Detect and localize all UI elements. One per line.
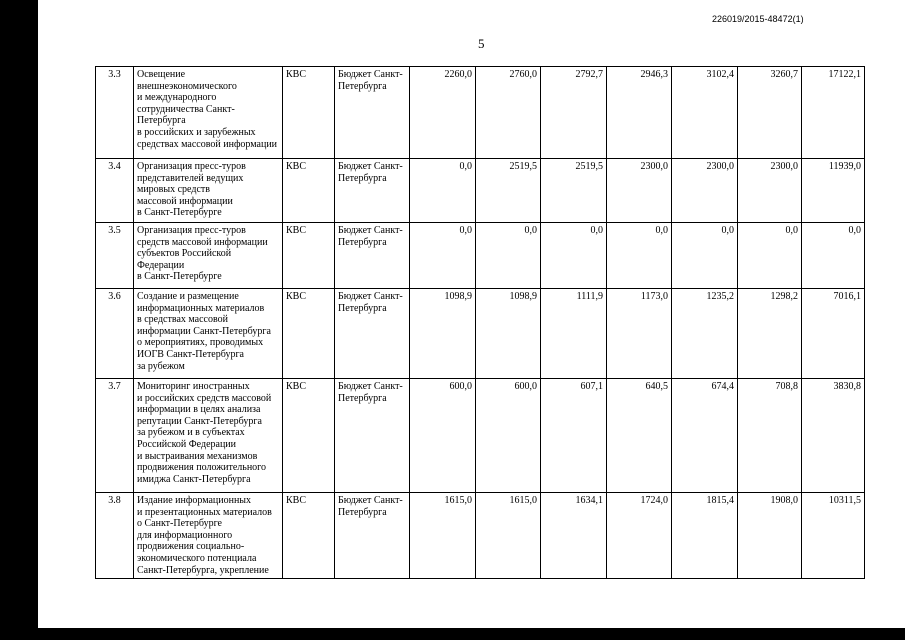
code-cell: КВС (283, 379, 335, 493)
year-value-cell: 2300,0 (672, 159, 738, 223)
row-number-cell: 3.8 (96, 493, 134, 579)
total-value-cell: 17122,1 (802, 67, 865, 159)
year-value-cell: 0,0 (541, 223, 607, 289)
activity-name-cell: Создание и размещение информационных материалов в средствах массовой информации Санкт-Петербурга о мероприятиях, проводимых ИОГВ Санкт-Петербурга за рубежом (134, 289, 283, 379)
table-row (96, 67, 865, 159)
year-value-cell: 0,0 (738, 223, 802, 289)
funding-source-cell: Бюджет Санкт- Петербурга (335, 289, 410, 379)
year-value-cell: 0,0 (607, 223, 672, 289)
code-cell: КВС (283, 223, 335, 289)
year-value-cell: 2760,0 (476, 67, 541, 159)
row-number-cell: 3.7 (96, 379, 134, 493)
table-row (96, 223, 865, 289)
year-value-cell: 2946,3 (607, 67, 672, 159)
total-value-cell: 11939,0 (802, 159, 865, 223)
year-value-cell: 640,5 (607, 379, 672, 493)
year-value-cell: 708,8 (738, 379, 802, 493)
year-value-cell: 2792,7 (541, 67, 607, 159)
year-value-cell: 1111,9 (541, 289, 607, 379)
year-value-cell: 2519,5 (476, 159, 541, 223)
year-value-cell: 1815,4 (672, 493, 738, 579)
total-value-cell: 3830,8 (802, 379, 865, 493)
activity-name-cell: Издание информационных и презентационных материалов о Санкт-Петербурге для информационного продвижения социально- экономического потенциала Санкт-Петербурга, укрепление (134, 493, 283, 579)
table-row (96, 493, 865, 579)
table-row (96, 289, 865, 379)
scan-bottom-edge (38, 628, 905, 640)
row-number-cell: 3.4 (96, 159, 134, 223)
year-value-cell: 607,1 (541, 379, 607, 493)
funding-source-cell: Бюджет Санкт- Петербурга (335, 159, 410, 223)
year-value-cell: 1173,0 (607, 289, 672, 379)
row-number-cell: 3.3 (96, 67, 134, 159)
year-value-cell: 0,0 (410, 223, 476, 289)
code-cell: КВС (283, 67, 335, 159)
row-number-cell: 3.5 (96, 223, 134, 289)
year-value-cell: 0,0 (410, 159, 476, 223)
code-cell: КВС (283, 493, 335, 579)
year-value-cell: 2519,5 (541, 159, 607, 223)
year-value-cell: 600,0 (410, 379, 476, 493)
year-value-cell: 1098,9 (410, 289, 476, 379)
code-cell: КВС (283, 159, 335, 223)
total-value-cell: 7016,1 (802, 289, 865, 379)
year-value-cell: 0,0 (672, 223, 738, 289)
document-id: 226019/2015-48472(1) (712, 14, 804, 24)
funding-source-cell: Бюджет Санкт- Петербурга (335, 379, 410, 493)
year-value-cell: 674,4 (672, 379, 738, 493)
code-cell: КВС (283, 289, 335, 379)
year-value-cell: 1098,9 (476, 289, 541, 379)
year-value-cell: 1634,1 (541, 493, 607, 579)
activity-name-cell: Организация пресс-туров представителей ведущих мировых средств массовой информации в Санкт-Петербурге (134, 159, 283, 223)
activity-name-cell: Организация пресс-туров средств массовой информации субъектов Российской Федерации в Санкт-Петербурге (134, 223, 283, 289)
total-value-cell: 10311,5 (802, 493, 865, 579)
year-value-cell: 600,0 (476, 379, 541, 493)
table-row (96, 159, 865, 223)
row-number-cell: 3.6 (96, 289, 134, 379)
year-value-cell: 2260,0 (410, 67, 476, 159)
year-value-cell: 2300,0 (738, 159, 802, 223)
year-value-cell: 1908,0 (738, 493, 802, 579)
year-value-cell: 0,0 (476, 223, 541, 289)
year-value-cell: 3102,4 (672, 67, 738, 159)
funding-source-cell: Бюджет Санкт- Петербурга (335, 223, 410, 289)
page-number: 5 (478, 36, 485, 51)
budget-table (95, 66, 865, 579)
activity-name-cell: Мониторинг иностранных и российских средств массовой информации в целях анализа репутации Санкт-Петербурга за рубежом и в субъектах Российской Федерации и выстраивания механизмов продвижения положительного имиджа Санкт-Петербурга (134, 379, 283, 493)
activity-name-cell: Освещение внешнеэкономического и международного сотрудничества Санкт- Петербурга в российских и зарубежных средствах массовой информации (134, 67, 283, 159)
year-value-cell: 1724,0 (607, 493, 672, 579)
year-value-cell: 1615,0 (410, 493, 476, 579)
year-value-cell: 1298,2 (738, 289, 802, 379)
funding-source-cell: Бюджет Санкт- Петербурга (335, 493, 410, 579)
funding-source-cell: Бюджет Санкт- Петербурга (335, 67, 410, 159)
table-row (96, 379, 865, 493)
year-value-cell: 1235,2 (672, 289, 738, 379)
total-value-cell: 0,0 (802, 223, 865, 289)
year-value-cell: 3260,7 (738, 67, 802, 159)
year-value-cell: 2300,0 (607, 159, 672, 223)
year-value-cell: 1615,0 (476, 493, 541, 579)
